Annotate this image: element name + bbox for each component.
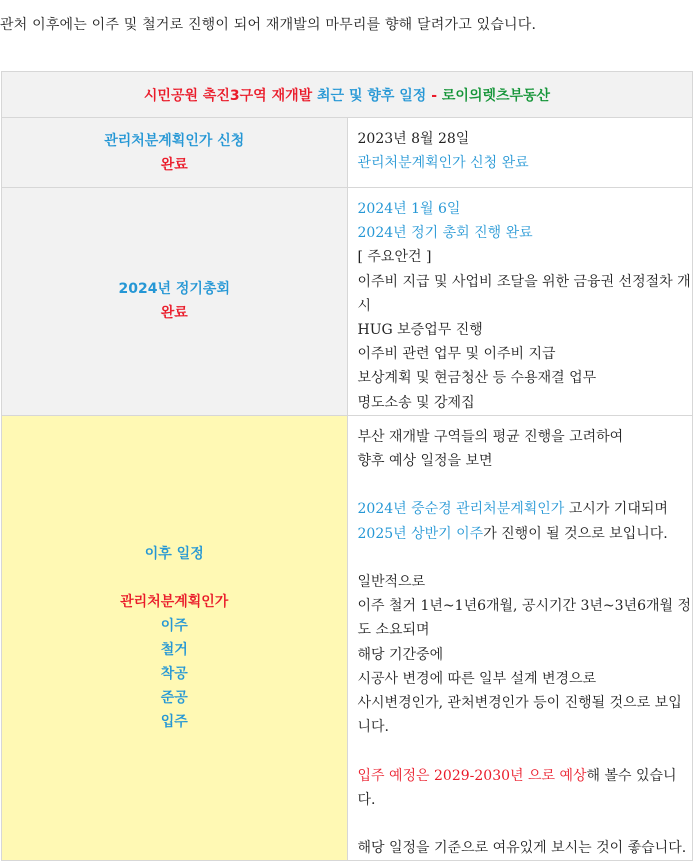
forecast-text: 가 진행이 될 것으로 보입니다. [483, 525, 668, 542]
paragraph-line: 시공사 변경에 따른 일부 설계 변경으로 [357, 670, 597, 687]
move-in-highlight: 입주 예정은 2029-2030년 으로 예상 [357, 767, 587, 784]
forecast-line [358, 522, 693, 546]
forecast-highlight: 2024년 중순경 관리처분계획인가 [357, 501, 565, 518]
agenda-item: 명도소송 및 강제집 [357, 394, 475, 411]
table-row [2, 188, 693, 416]
row-label-status: 완료 [160, 305, 188, 322]
row-label [2, 118, 348, 188]
row-content [347, 415, 693, 861]
paragraph-line: 사시변경인가, 관처변경인가 등이 진행될 것으로 보입니다. [357, 695, 682, 736]
table-row [2, 415, 693, 861]
agenda-title: [ 주요안건 ] [357, 249, 432, 266]
forecast-highlight: 2025년 상반기 이주 [357, 525, 484, 542]
row-content [347, 118, 693, 188]
paragraph-line: 향후 예상 일정을 보면 [357, 453, 493, 470]
row-label-title: 관리처분계획인가 신청 [104, 132, 245, 149]
row-date: 2024년 1월 6일 [357, 201, 461, 217]
row-date: 2023년 8월 28일 [357, 131, 470, 147]
step-item: 착공 [160, 666, 188, 683]
agenda-item: HUG 보증업무 진행 [357, 322, 483, 339]
row-label-title: 이후 일정 [144, 546, 204, 563]
paragraph-line: 해당 기간중에 [357, 646, 444, 663]
step-item: 이주 [160, 618, 188, 635]
move-in-line [358, 764, 693, 812]
step-item: 입주 [160, 714, 188, 731]
intro-text: 관처 이후에는 이주 및 철거로 진행이 되어 재개발의 마무리를 향해 달려가고 있습니다. [0, 17, 537, 33]
forecast-line [358, 497, 693, 521]
title-part-dash: - [431, 87, 438, 104]
paragraph-line: 이주 철거 1년~1년6개월, 공시기간 3년~3년6개월 정도 소요되며 [357, 598, 692, 639]
row-label [2, 188, 348, 416]
forecast-text: 고시가 기대되며 [564, 501, 668, 518]
agenda-item: 이주비 지급 및 사업비 조달을 위한 금융권 선정절차 개시 [357, 273, 691, 314]
step-approval: 관리처분계획인가 [120, 594, 229, 611]
row-label [2, 415, 348, 861]
paragraph-line: 부산 재개발 구역들의 평균 진행을 고려하여 [357, 428, 624, 445]
title-part-schedule: 최근 및 향후 일정 [317, 87, 427, 104]
row-label-title: 2024년 정기총회 [118, 281, 230, 298]
agenda-item: 보상계획 및 현금청산 등 수용재결 업무 [357, 370, 597, 387]
row-label-status: 완료 [160, 156, 188, 173]
paragraph-line: 일반적으로 [357, 574, 426, 591]
title-part-area: 시민공원 촉진3구역 재개발 [143, 87, 313, 104]
step-item: 준공 [160, 690, 188, 707]
schedule-table [1, 71, 693, 861]
agenda-item: 이주비 관련 업무 및 이주비 지급 [357, 346, 556, 363]
row-content [347, 188, 693, 416]
row-status: 관리처분계획인가 신청 완료 [357, 155, 529, 172]
closing-line: 해당 일정을 기준으로 여유있게 보시는 것이 좋습니다. [357, 840, 687, 857]
table-header-row [2, 72, 693, 118]
table-row [2, 118, 693, 188]
table-title [2, 72, 693, 118]
row-status: 2024년 정기 총회 진행 완료 [357, 225, 533, 242]
title-part-author: 로이의렛츠부동산 [441, 87, 551, 104]
step-item: 철거 [160, 642, 188, 659]
move-in-text: 해 볼수 있습니다. [357, 767, 677, 808]
